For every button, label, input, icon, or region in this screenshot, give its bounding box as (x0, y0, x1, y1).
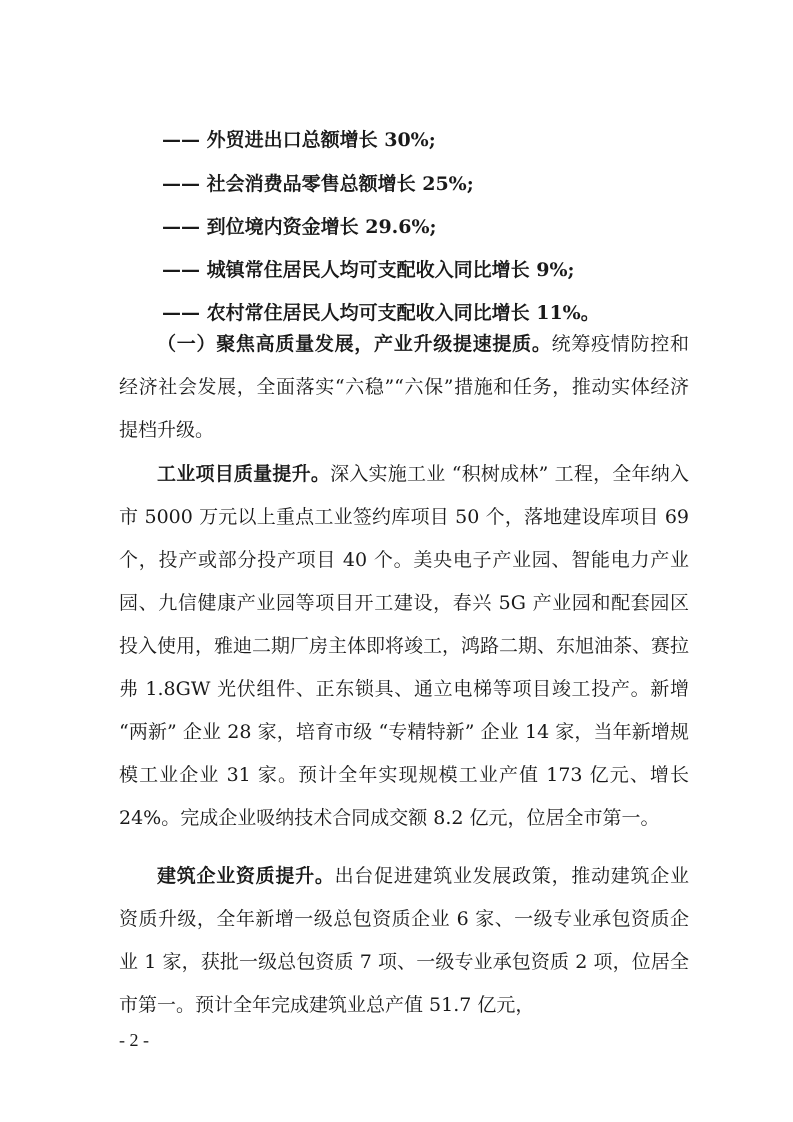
industry-body: 深入实施工业 “积树成林” 工程，全年纳入市 5000 万元以上重点工业签约库项目 50 个，落地建设库项目 69 个，投产或部分投产项目 40 个。美央电子产业园、智能电力产业园、九信健康产业园等项目开工建设，春兴 5G 产业园和配套园区投入使用，雅迪二期厂房主体即将竣工，鸿路二期、东旭油茶、赛拉弗 1.8GW 光伏组件、正东锁具、通立电梯等项目竣工投产。新增 “两新” 企业 28 家，培育市级 “专精特新” 企业 14 家，当年新增规模工业企业 31 家。预计全年实现规模工业产值 173 亿元、增长 24%。完成企业吸纳技术合同成交额 8.2 亿元，位居全市第一。 (119, 463, 690, 829)
section-paragraph (119, 323, 689, 452)
list-item: —— 城镇常住居民人均可支配收入同比增长 9%; (162, 259, 575, 281)
section-heading: （一）聚焦高质量发展，产业升级提速提质。 (157, 333, 552, 355)
construction-paragraph (119, 855, 689, 1027)
industry-paragraph (119, 453, 689, 840)
list-item: —— 外贸进出口总额增长 30%; (162, 129, 436, 151)
section-body: 统筹疫情防控和经济社会发展，全面落实“六稳”“六保”措施和任务，推动实体经济提档升级。 (119, 333, 689, 441)
industry-lead: 工业项目质量提升。 (157, 463, 331, 485)
construction-lead: 建筑企业资质提升。 (157, 865, 335, 887)
list-item: —— 社会消费品零售总额增长 25%; (162, 173, 474, 195)
page-number: - 2 - (119, 1030, 149, 1050)
list-item: —— 农村常住居民人均可支配收入同比增长 11%。 (162, 302, 600, 324)
construction-body: 出台促进建筑业发展政策，推动建筑企业资质升级，全年新增一级总包资质企业 6 家、一级专业承包资质企业 1 家，获批一级总包资质 7 项、一级专业承包资质 2 项，位居全市第一。预计全年完成建筑业总产值 51.7 亿元， (119, 865, 689, 1016)
list-item: —— 到位境内资金增长 29.6%; (162, 216, 437, 238)
